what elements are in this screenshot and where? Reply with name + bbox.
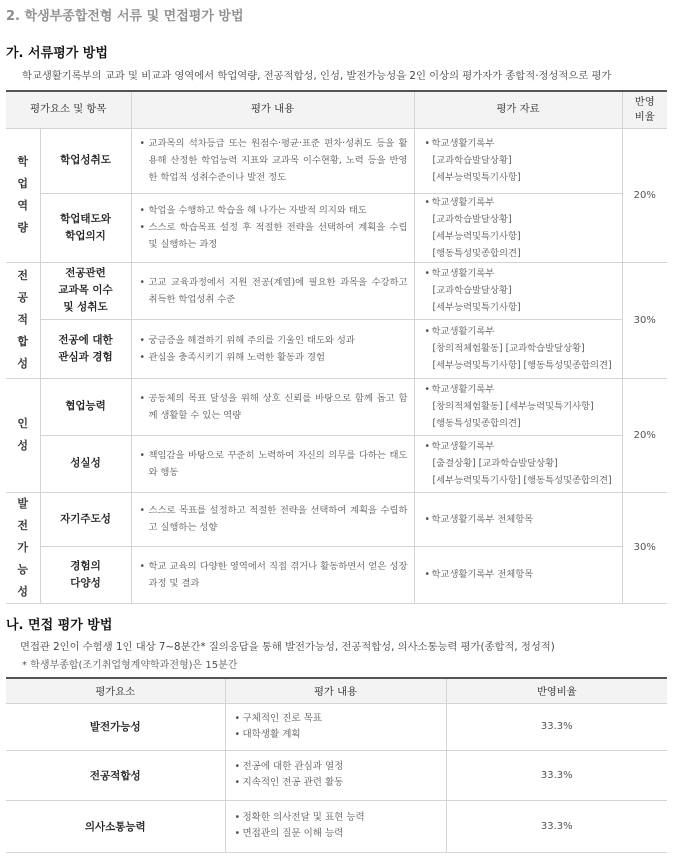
header-ratio: 반영 비율: [622, 91, 667, 128]
material-cell: [414, 378, 622, 435]
header-content: 평가 내용: [131, 91, 414, 128]
ratio-cell: 33.3%: [446, 800, 667, 852]
header-element: 평가요소 및 항목: [6, 91, 131, 128]
content-bullet: • 책임감을 바탕으로 꾸준히 노력하여 자신의 의무를 다하는 태도와 행동: [140, 447, 408, 481]
content-bullet: • 지속적인 전공 관련 활동: [235, 775, 446, 791]
content-bullet: • 전공에 대한 관심과 열정: [235, 759, 446, 775]
category-label: 학업역량: [17, 155, 29, 234]
item-cell: [40, 547, 131, 603]
item-label: 학업성취도: [60, 154, 111, 166]
item-label: 경험의: [70, 559, 101, 572]
category-cell: [6, 128, 40, 262]
material-sub: [행동특성및종합의견]: [432, 418, 521, 429]
material-main: • 학교생활기록부: [425, 323, 618, 340]
item-cell: [40, 378, 131, 435]
item-cell: [40, 435, 131, 492]
category-cell: [6, 262, 40, 378]
item-label: 성실성: [70, 457, 101, 469]
header-element: 평가요소: [6, 678, 225, 703]
content-cell: [225, 750, 446, 800]
interview-eval-table: [6, 677, 667, 853]
ratio-cell: 20%: [622, 128, 667, 262]
item-label: 및 성취도: [63, 301, 108, 313]
material-cell: [414, 319, 622, 378]
ratio-cell: 20%: [622, 378, 667, 492]
content-bullet: • 공동체의 목표 달성을 위해 상호 신뢰를 바탕으로 함께 돕고 함께 생활할 수 있는 역량: [140, 390, 408, 424]
material-sub: [세부능력및특기사항]: [432, 230, 521, 242]
element-cell: 발전가능성: [6, 703, 225, 750]
material-sub: [세부능력및특기사항]: [432, 302, 521, 313]
content-cell: [131, 262, 414, 319]
ratio-cell: 33.3%: [446, 750, 667, 800]
item-label: 자기주도성: [60, 512, 111, 525]
ratio-cell: 30%: [622, 262, 667, 378]
item-label: 관심과 경험: [58, 350, 113, 363]
item-cell: [40, 193, 131, 262]
header-ratio: 반영비율: [446, 678, 667, 703]
content-bullet: • 스스로 학습목표 설정 후 적절한 전략을 선택하여 계획을 수립 및 실행하는 과정: [140, 219, 408, 253]
content-bullet: • 학업을 수행하고 학습을 해 나가는 자발적 의지와 태도: [140, 202, 408, 219]
material-main: • 학교생활기록부 전체항목: [425, 511, 618, 528]
content-bullet: • 관심을 충족시키기 위해 노력한 활동과 경험: [140, 349, 408, 366]
page-heading: 2. 학생부종합전형 서류 및 면접평가 방법: [6, 9, 244, 24]
element-cell: 전공적합성: [6, 750, 225, 800]
content-bullet: • 학교 교육의 다양한 영역에서 직접 겪거나 활동하면서 얻은 성장 과정 및 결과: [140, 558, 408, 592]
interview-eval-title: 나. 면접 평가 방법: [6, 618, 113, 633]
material-sub: [세부능력및특기사항] [행동특성및종합의견]: [432, 360, 612, 371]
interview-eval-note: * 학생부종합(조기취업형계약학과전형)은 15분간: [22, 660, 238, 671]
material-sub: [세부능력및특기사항]: [432, 172, 521, 183]
document-eval-title: 가. 서류평가 방법: [6, 46, 108, 61]
material-main: • 학교생활기록부: [425, 194, 618, 211]
category-cell: [6, 378, 40, 492]
material-main: • 학교생활기록부 전체항목: [425, 566, 618, 583]
content-bullet: • 대학생활 계획: [235, 727, 446, 743]
element-cell: 의사소통능력: [6, 800, 225, 852]
header-material: 평가 자료: [414, 91, 622, 128]
content-cell: [131, 128, 414, 193]
content-cell: [131, 435, 414, 492]
content-cell: [131, 547, 414, 603]
item-label: 학업의지: [65, 229, 106, 242]
content-cell: [131, 319, 414, 378]
ratio-cell: 33.3%: [446, 703, 667, 750]
item-cell: [40, 492, 131, 547]
material-sub: [출결상황] [교과학습발달상황]: [432, 458, 558, 469]
interview-eval-description: 면접관 2인이 수험생 1인 대상 7~8분간* 질의응답을 통해 발전가능성, 전공적합성, 의사소통능력 평가(종합적, 정성적): [20, 641, 555, 653]
content-bullet: • 궁금증을 해결하기 위해 주의를 기울인 태도와 성과: [140, 332, 408, 349]
material-main: • 학교생활기록부: [425, 265, 618, 282]
content-cell: [131, 492, 414, 547]
material-cell: [414, 262, 622, 319]
material-cell: [414, 492, 622, 547]
document-eval-table: [6, 90, 667, 604]
category-label: 발전가능성: [17, 496, 29, 598]
content-cell: [225, 703, 446, 750]
category-label: 인성: [17, 417, 29, 452]
content-bullet: • 구체적인 진로 목표: [235, 711, 446, 727]
content-bullet: • 스스로 목표를 설정하고 적절한 전략을 선택하여 계획을 수립하고 실행하는 성향: [140, 502, 408, 536]
material-cell: [414, 128, 622, 193]
material-main: • 학교생활기록부: [425, 438, 618, 455]
item-cell: [40, 319, 131, 378]
item-label: 교과목 이수: [58, 284, 113, 296]
material-sub: [세부능력및특기사항] [행동특성및종합의견]: [432, 475, 612, 486]
content-bullet: • 정확한 의사전달 및 표현 능력: [235, 810, 446, 826]
header-content: 평가 내용: [225, 678, 446, 703]
material-sub: [교과학습발달상황]: [432, 155, 512, 166]
item-label: 학업태도와: [60, 212, 111, 225]
content-bullet: • 면접관의 질문 이해 능력: [235, 826, 446, 842]
category-label: 전공적합성: [17, 269, 29, 370]
material-cell: [414, 193, 622, 262]
material-sub: [교과학습발달상황]: [432, 285, 512, 296]
category-cell: [6, 492, 40, 603]
material-sub: [행동특성및종합의견]: [432, 247, 521, 259]
material-sub: [교과학습발달상황]: [432, 213, 512, 225]
item-label: 협업능력: [65, 400, 106, 412]
content-bullet: • 고교 교육과정에서 지원 전공(계열)에 필요한 과목을 수강하고 취득한 학업성취 수준: [140, 274, 408, 308]
document-eval-description: 학교생활기록부의 교과 및 비교과 영역에서 학업역량, 전공적합성, 인성, 발전가능성을 2인 이상의 평가자가 종합적·정성적으로 평가: [22, 70, 612, 82]
content-cell: [131, 193, 414, 262]
item-label: 전공관련: [65, 267, 106, 279]
content-cell: [131, 378, 414, 435]
ratio-cell: 30%: [622, 492, 667, 603]
item-cell: [40, 262, 131, 319]
item-label: 전공에 대한: [58, 333, 113, 346]
item-label: 다양성: [70, 576, 101, 589]
material-cell: [414, 435, 622, 492]
item-cell: [40, 128, 131, 193]
content-bullet: • 교과목의 석차등급 또는 원점수·평균·표준 편차·성취도 등을 활용해 산정한 학업능력 지표와 교과목 이수현황, 노력 등을 반영한 학업적 성취수준이나 발전 정도: [140, 135, 408, 186]
material-main: • 학교생활기록부: [425, 381, 618, 398]
material-cell: [414, 547, 622, 603]
material-sub: [창의적체험활동] [세부능력및특기사항]: [432, 401, 594, 412]
content-cell: [225, 800, 446, 852]
material-sub: [창의적체험활동] [교과학습발달상황]: [432, 343, 585, 354]
material-main: • 학교생활기록부: [425, 135, 618, 152]
